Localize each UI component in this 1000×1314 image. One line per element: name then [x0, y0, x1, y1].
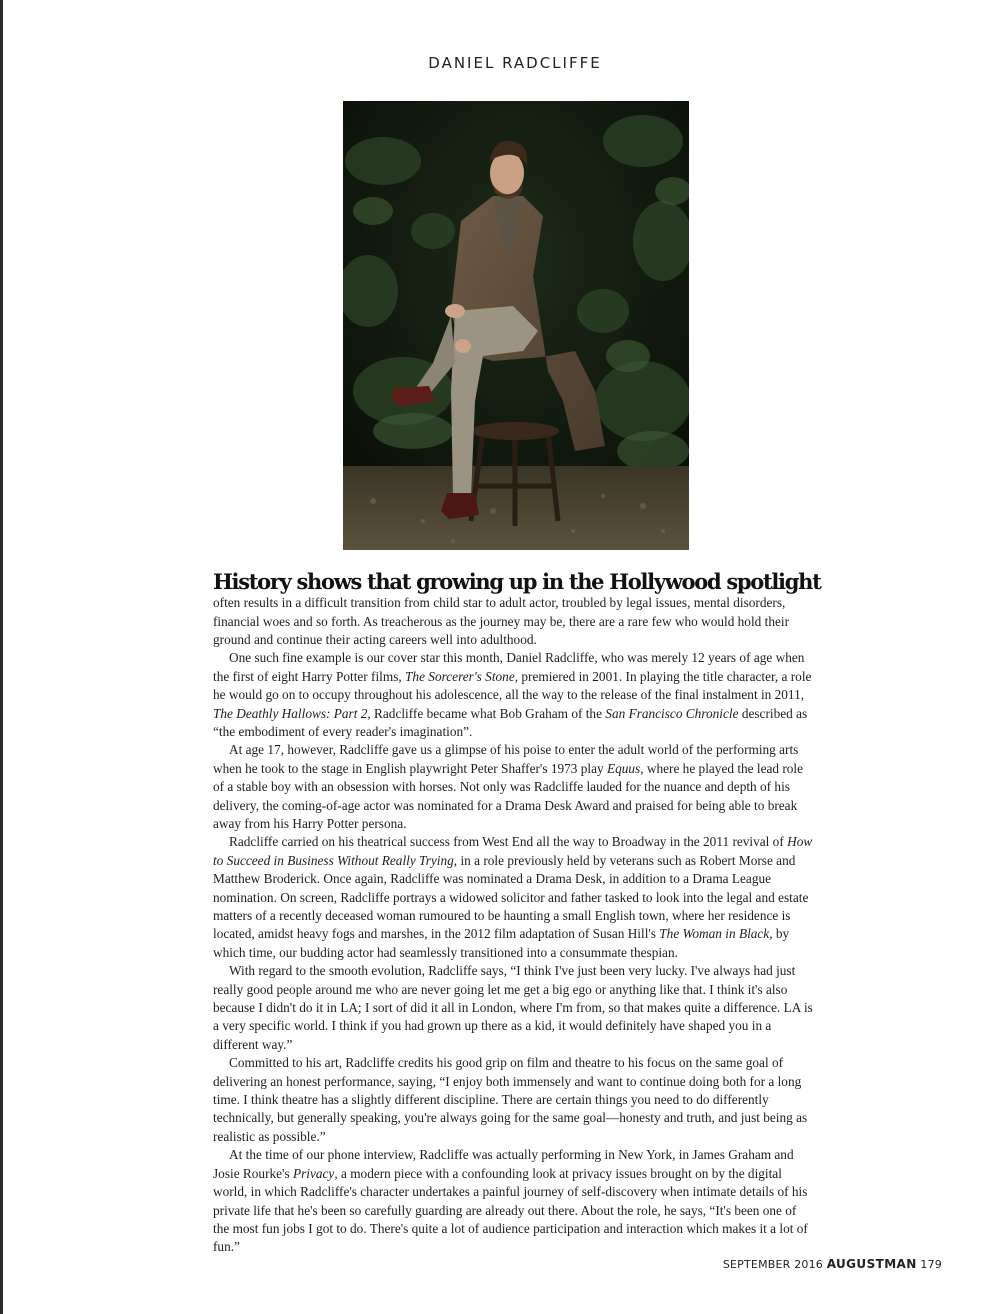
page-folio	[723, 1257, 942, 1271]
paragraph-equus: At age 17, however, Radcliffe gave us a glimpse of his poise to enter the adult world of the performing arts when he took to the stage in English playwright Peter Shaffer's 1973 play Equus, where he played the lead role of a stable boy with an obsession with horses. Not only was Radcliffe lauded for the nuance and depth of his delivery, the coming-of-age actor was nominated for a Drama Desk Award and praised for being able to break away from his Harry Potter persona.	[213, 742, 804, 831]
section-title: DANIEL RADCLIFFE	[428, 54, 602, 72]
play-title: Privacy	[292, 1165, 335, 1181]
film-title: The Sorcerer's Stone	[405, 668, 515, 684]
film-title: The Deathly Hallows: Part 2	[213, 705, 368, 721]
article-body	[213, 569, 821, 1257]
play-title: How to Succeed in Business Without Really Trying	[213, 834, 813, 868]
issue-date: SEPTEMBER 2016	[722, 1258, 824, 1271]
paragraph-privacy: At the time of our phone interview, Radcliffe was actually performing in New York, in James Graham and Josie Rourke's Privacy, a modern piece with a confounding look at privacy issues brought on by the digital world, in which Radcliffe's character undertakes a painful journey of self-discovery when intimate details of his private life that he's been so carefully guarding are already out there. About the role, he says, “It's been one of the most fun jobs I got to do. There's quite a lot of audience participation and interaction which makes it a lot of fun.”	[213, 1147, 808, 1255]
paragraph-film-theatre-quote: Committed to his art, Radcliffe credits his good grip on film and theatre to his focus on the same goal of delivering an honest performance, saying, “I enjoy both immensely and want to continue doing both for a long time. I think theatre has a slightly different discipline. There are certain things you need to do differently technically, but generally speaking, you're always going for the same goal—honesty and truth, and just being as realistic as possible.”	[213, 1055, 808, 1144]
cover-photo	[343, 101, 689, 550]
page-edge-rule	[0, 0, 3, 1314]
film-title: The Woman in Black	[659, 926, 770, 942]
page-number: 179	[920, 1258, 942, 1271]
publication-title: San Francisco Chronicle	[605, 705, 739, 721]
paragraph-broadway: Radcliffe carried on his theatrical success from West End all the way to Broadway in the 2011 revival of How to Succeed in Business Without Really Trying, in a role previously held by veterans such as Robert Morse and Matthew Broderick. Once again, Radcliffe was nominated a Drama Desk, in addition to a Drama League nomination. On screen, Radcliffe portrays a widowed solicitor and father tasked to look into the legal and estate matters of a recently deceased woman rumoured to be haunting a small English town, where her residence is located, amidst heavy fogs and marshes, in the 2012 film adaptation of Susan Hill's The Woman in Black, by which time, our budding actor had seamlessly transitioned into a consummate thespian.	[213, 834, 813, 960]
paragraph-cover-star: One such fine example is our cover star this month, Daniel Radcliffe, who was merely 12 years of age when the first of eight Harry Potter films, The Sorcerer's Stone, premiered in 2001. In playing the title character, a role he would go on to occupy throughout his adolescence, all the way to the release of the final instalment in 2011, The Deathly Hallows: Part 2, Radcliffe became what Bob Graham of the San Francisco Chronicle described as “the embodiment of every reader's imagination”.	[213, 650, 812, 739]
play-title: Equus	[606, 760, 641, 776]
magazine-name: AUGUSTMAN	[826, 1257, 917, 1271]
paragraph-evolution-quote: With regard to the smooth evolution, Radcliffe says, “I think I've just been very lucky. I've always had just really good people around me who are never going let me get a big ego or anything like that. I think it's also because I didn't do it in LA; I sort of did it all in London, where I'm from, so that makes quite a difference. LA is a very specific world. I think if you had grown up there as a kid, it would definitely have shaped you in a different way.”	[213, 963, 813, 1052]
paragraph-intro: often results in a difficult transition from child star to adult actor, troubled by legal issues, mental disorders, financial woes and so forth. As treacherous as the journey may be, there are a rare few who would hold their ground and continue their acting careers well into adulthood.	[213, 595, 789, 647]
article-headline: History shows that growing up in the Hollywood spotlight	[213, 569, 821, 594]
